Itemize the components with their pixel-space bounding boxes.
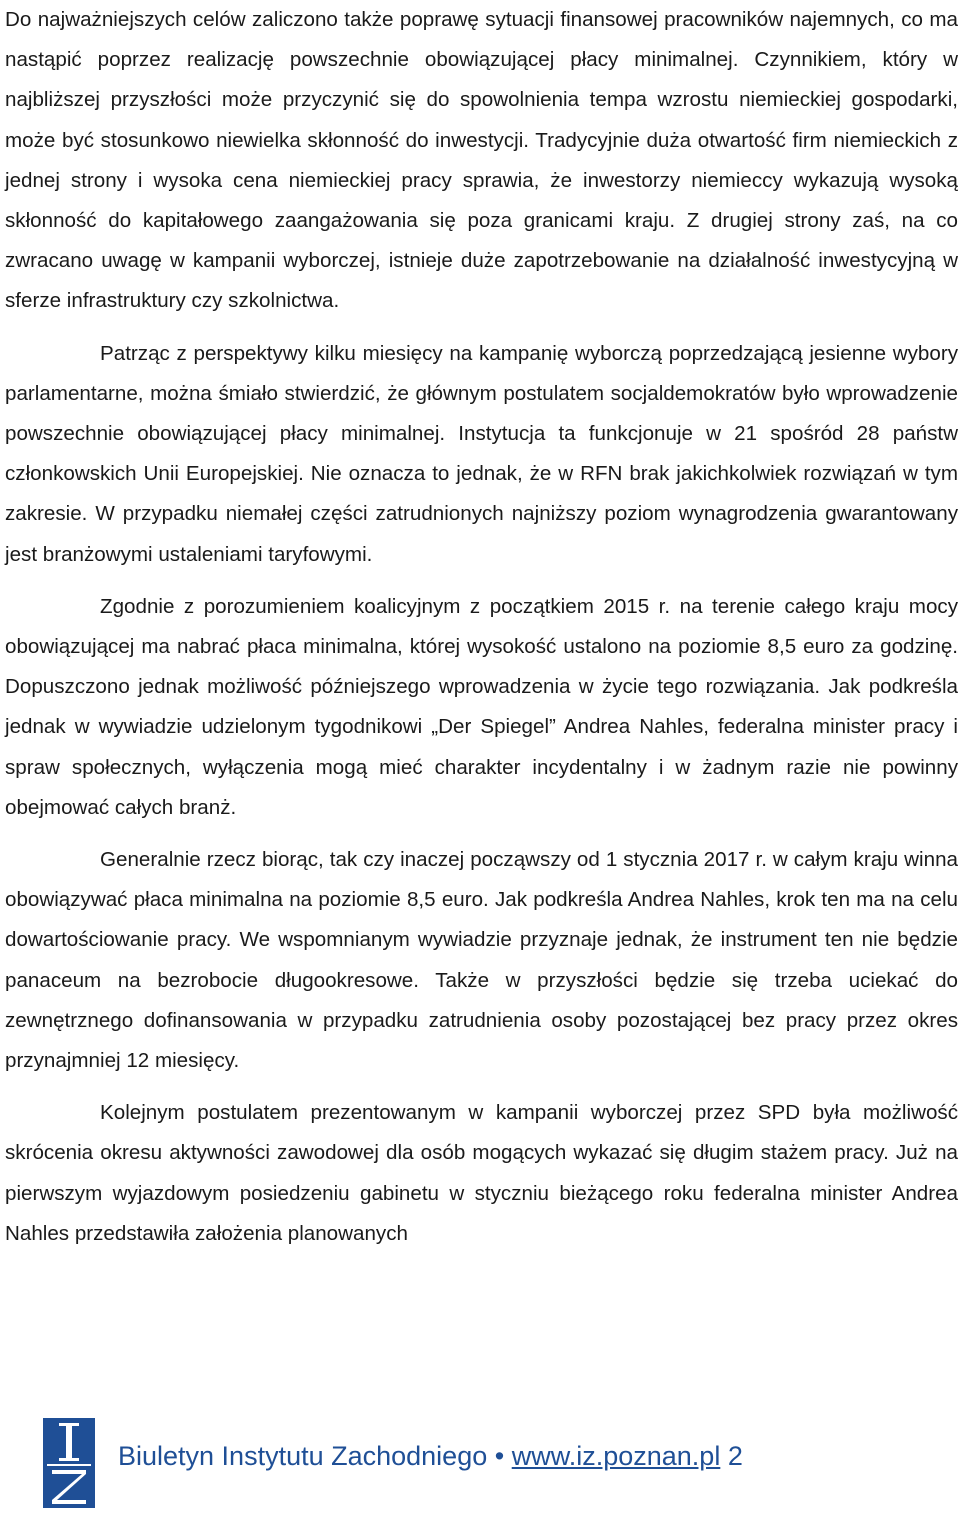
paragraph: Kolejnym postulatem prezentowanym w kampanii wyborczej przez SPD była możliwość skrócenia okresu aktywności zawodowej dla osób mogących wykazać się długim stażem pracy. Już na pierwszym wyjazdowym posiedzeniu gabinetu w styczniu bieżącego roku federalna minister Andrea Nahles przedstawiła założenia planowanych (5, 1101, 958, 1245)
footer-caption (118, 1438, 743, 1474)
paragraph: Patrząc z perspektywy kilku miesięcy na kampanię wyborczą poprzedzającą jesienne wybory parlamentarne, można śmiało stwierdzić, że głównym postulatem socjaldemokratów było wprowadzenie powszechnie obowiązującej płacy minimalnej. Instytucja ta funkcjonuje w 21 spośród 28 państw członkowskich Unii Europejskiej. Nie oznacza to jednak, że w RFN brak jakichkolwiek rozwiązań w tym zakresie. W przypadku niemałej części zatrudnionych najniższy poziom wynagrodzenia gwarantowany jest branżowymi ustaleniami taryfowymi. (5, 341, 958, 566)
separator-bullet: • (494, 1441, 505, 1471)
institute-logo (43, 1418, 95, 1508)
page-footer (0, 1418, 960, 1514)
iz-logo-icon (43, 1418, 95, 1508)
document-body (5, 0, 958, 1254)
website-link[interactable]: www.iz.poznan.pl (511, 1441, 721, 1471)
publication-title: Biuletyn Instytutu Zachodniego (118, 1441, 488, 1471)
paragraph: Zgodnie z porozumieniem koalicyjnym z początkiem 2015 r. na terenie całego kraju mocy obowiązującej ma nabrać płaca minimalna, której wysokość ustalono na poziomie 8,5 euro za godzinę. Dopuszczono jednak możliwość późniejszego wprowadzenia w życie tego rozwiązania. Jak podkreśla jednak w wywiadzie udzielonym tygodnikowi „Der Spiegel” Andrea Nahles, federalna minister pracy i spraw społecznych, wyłączenia mogą mieć charakter incydentalny i w żadnym razie nie powinny obejmować całych branż. (5, 594, 958, 819)
paragraph: Generalnie rzecz biorąc, tak czy inaczej począwszy od 1 stycznia 2017 r. w całym kraju winna obowiązywać płaca minimalna na poziomie 8,5 euro. Jak podkreśla Andrea Nahles, krok ten ma na celu dowartościowanie pracy. We wspomnianym wywiadzie przyznaje jednak, że instrument ten nie będzie panaceum na bezrobocie długookresowe. Także w przyszłości będzie się trzeba uciekać do zewnętrznego dofinansowania w przypadku zatrudnienia osoby pozostającej bez pracy przez okres przynajmniej 12 miesięcy. (5, 848, 958, 1073)
paragraph: Do najważniejszych celów zaliczono także poprawę sytuacji finansowej pracowników najemnych, co ma nastąpić poprzez realizację powszechnie obowiązującej płacy minimalnej. Czynnikiem, który w najbliższej przyszłości może przyczynić się do spowolnienia tempa wzrostu niemieckiej gospodarki, może być stosunkowo niewielka skłonność do inwestycji. Tradycyjnie duża otwartość firm niemieckich z jednej strony i wysoka cena niemieckiej pracy sprawia, że inwestorzy niemieccy wykazują wysoką skłonność do kapitałowego zaangażowania się poza granicami kraju. Z drugiej strony zaś, na co zwracano uwagę w kampanii wyborczej, istnieje duże zapotrzebowanie na działalność inwestycyjną w sferze infrastruktury czy szkolnictwa. (5, 8, 958, 313)
page-number: 2 (727, 1441, 743, 1471)
